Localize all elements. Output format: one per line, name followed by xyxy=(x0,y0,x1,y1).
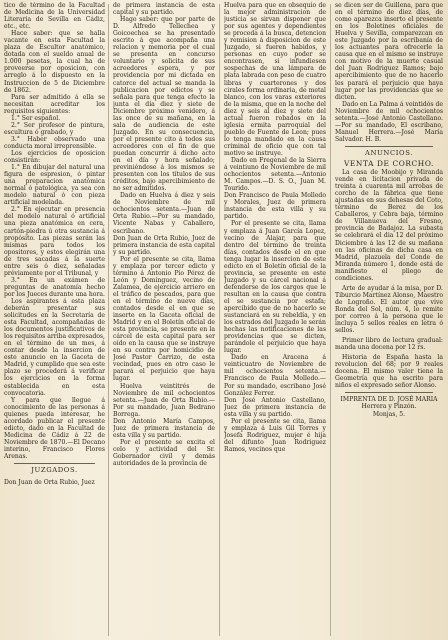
paragraph: de primera instancia de esta capital y su partido. xyxy=(113,2,215,17)
paragraph: Por el presente se cita, llama y emplaza á Juan García Lopez, vecino de Alajar, para que dentro del término de treinta días, contados desde el en que tenga lugar la insercion de este edicto en el Boletín oficial de la provincia, se presente en este Juzgado y su cárcel nacional á defenderse de los cargos que le resultan en la causa que contra el se sustancia por estafa; apercibido que de no hacerlo se sustanciará en su rebeldía, y en los estrados del Juzgado le serán hechas las notificaciones de las providencias que se dicten, parándole el perjuicio que haya lugar. xyxy=(224,220,326,355)
column-rule xyxy=(108,4,109,636)
column-1 xyxy=(4,2,105,638)
imprint-line: IMPRENTA DE D. JOSÉ MARIA Herrera y Pinzón. xyxy=(340,396,438,411)
column-4 xyxy=(335,2,443,638)
paragraph: Arte de ayudar á la misa, por D. Tiburcio Martínez Alonso, Maestro de Logroño. El autor que vive Ronda del Sol, núm. 4, lo remite por correo á la persona que le incluya 5 sellos reales en letra ó sellos. xyxy=(335,284,443,335)
paragraph: 2.° Ser profesor de pintura, escultura ó grabado, y xyxy=(4,121,105,136)
paragraph: La casa de Moobijo y Miranda vende en licitacion privada de treinta á cuarenta mil arrobas de corcho de la fábrica que tiene ajustadas en sus dehesas del Coto, término de Berez de los Caballeros, y Cebra baja, término de Villanueva del Fresno, provincia de Badajoz. La subasta se celebrará el dia 12 del próximo Diciembre á las 12 de su mañana en las oficinas de dicha casa en Madrid, plazuela del Conde de Miranda número 1, donde está de manifiesto el pliego de condiciones. xyxy=(335,169,443,282)
section-heading: JUZGADOS. xyxy=(31,466,78,475)
paragraph: Don Antonio María Campos, Juez de primera instancia de esta villa y su partido. xyxy=(113,417,215,439)
paragraph: 2.° En ejecutar en presencia del modelo natural ó artificial una pieza anatómica en cera, cartón-piedra ú otra sustancia á propósito. Las piezas serán las mismas para todos los opositores, y estos elegirán una de tres sacadas á la suerte entre seis ó diez, señaladas préviamente por el Tribunal, y xyxy=(4,206,105,277)
paragraph: Dado en Fregenal de la Sierra á veintiuno de Noviembre de mil ochocientos setenta.—Antonio M. Campos.—D. S. O., Juan M. Tourido. xyxy=(224,157,326,193)
paragraph: Los ejercicios de oposicion consistirán: xyxy=(4,149,105,165)
column-2 xyxy=(113,2,215,638)
paragraph: 3.° Haber observado una conducta moral irreprensible. xyxy=(4,135,105,150)
paragraph: Dado en La Palma á veintidós de Noviembre de mil ochocientos setenta.—José Antonio Castellano.—Por su mandado, El escribano, Manuel Herrera.—José María Salvador. H. B. xyxy=(335,100,443,143)
paragraph: Por el presente se cita, llama y emplaza por tercer edicto y término á Antonio Pío Pérez de León y Domínguez, vecino de Zalamea, de ejercicio arriero en el tráfico de pescados, para que en el término de nueve días, contados desde el en que se inserte en la Gaceta oficial de Madrid y en el Boletín oficial de esta provincia, se presente en la cárcel de esta capital para ser oído en la causa que se instruye en su contra por homicidio de José Pastor Carrizo, de esta vecindad, pues en otro caso le parará el perjuicio que haya lugar. xyxy=(113,255,215,383)
paragraph: 1.° En dibujar del natural una figura de espresion, ó pintar una preparacion anatómica normal ó patológica, ya sea con modelo natural ó con pieza artificial modelada. xyxy=(4,164,105,207)
paragraph: Huelva veintitrés de Noviembre de mil ochocientos setenta.—Juan de Orta Rubio.—Por su mandado, Juan Bedrano Borrega. xyxy=(113,382,215,418)
column-rule xyxy=(330,4,331,636)
imprint-line: Monjas, 5. xyxy=(372,410,406,418)
paragraph: Don Juan de Orta Rubio, Juez xyxy=(4,479,95,487)
paragraph: 3.° En un exámen de preguntas de anatomía hecho por los Jueces durante una hora. xyxy=(4,276,105,298)
divider xyxy=(14,463,95,464)
paragraph: Y para que llegue á conocimiento de las personas á quienes pueda interesar, he acordado publicar el presente edicto, dado en la Facultad de Medicina de Cádiz á 22 de Noviembre de 1870.—El Decano interino, Francisco Flores Arenas. xyxy=(4,396,105,460)
paragraph: Para ser admitido á ella se necesitan acreditar los requisitos siguientes: xyxy=(4,93,105,115)
paragraph: Don Francisco de Paula Molledo y Morales, Juez de primera instancia de esta villa y su partido. xyxy=(224,192,326,221)
paragraph: tico de término de la Facultad de Medicina de la Universidad Literaria de Sevilla en Cádiz, etc., etc. xyxy=(4,2,105,31)
paragraph: Dado en Aracena á veinticuatro de Noviembre de mil ochocientos setenta.—Francisco de Paula Molledo.—Por su mandado, escribano José González Ferrer. xyxy=(224,354,326,397)
paragraph: Primer libro de lectura gradual: manda una docena por 12 rs. xyxy=(335,337,443,352)
column-rule xyxy=(219,4,220,636)
paragraph: Don Juan de Orta Rubio, Juez de primera instancia de esta capital y su partido. xyxy=(113,234,215,256)
paragraph: se dicen ser de Guillena, para que en el término de diez días, de como aparezca inserto el presente en los Boletines oficiales de Huelva y Sevilla, comparezcan en este Juzgado por la escribanía de los actuantes para ofrecerle la causa que en el mismo se instruye con motivo de la muerte casual del Juan Rodriguez Ramos; bajo apercibimiento que de no hacerlo les parará el perjuicio que haya lugar por las providencias que se dicten. xyxy=(335,2,443,101)
paragraph: Por el presente se excita el celo y actividad del Sr. Gobernador civil y demás autoridades de la provincia de xyxy=(113,438,215,468)
paragraph: Historia de España hasta la revolucion del 68; por 9 reales docena. El mismo valer tiene la Geometría que ha escrito para niños el expresado señor Alonso. xyxy=(335,354,443,390)
column-3 xyxy=(224,2,326,638)
paragraph: Los aspirantes á esta plaza deberán presentar sus solicitudes en la Secretaría de esta Facultad, acompañadas de los documentos justificativos de los requisitos arriba expresados, en el término de un mes, á contar desde la insercion de este anuncio en la Gaceta de Madrid, y cumplido que sea este plazo se procederá á verificar los ejercicios en la forma establecida en esta convocatoria. xyxy=(4,297,105,397)
paragraph: Hago saber: que por parte de D. Alfredo Tellechea y Goicoechea se ha presentado escrito á que acompaña una relacion y memoria por el cual se presenta en concurso voluntario y solicita de sus acreedores espera, y por providencia por mi dictada en catorce del actual se manda la publicacion por edictos y se señala para que tenga efecto la junta el día diez y siete de Diciembre próximo venidero, á las once de su mañana, en la sala de audiencia de este Juzgado. En su consecuencia, por el presente cito á todos sus acreedores con el fin de que puedan concurrir á dicho acto en el día y hora señalado; previniéndose á los mismos se presenten con los títulos de sus créditos, bajo apercibimiento de no ser admitidos. xyxy=(113,16,215,193)
section-heading: ANUNCIOS. xyxy=(365,148,413,157)
divider xyxy=(345,392,433,393)
paragraph: Dado en Huelva á diez y seis de Noviembre de mil ochocientos setenta.—Juan de Orta Rubio.—Por su mandado, Vicente Nabas y Caballero, escribano. xyxy=(113,192,215,235)
subsection-heading: VENTA DE CORCHO. xyxy=(343,158,435,168)
divider xyxy=(345,146,433,147)
paragraph: Hace saber: que se halla vacante en esta Facultad la plaza de Escultor anatómico, dotada con el sueldo anual de 1.000 pesetas, la cual ha de proveerse por oposicion, con arreglo á lo dispuesto en la Instruccion de 5 de Diciembre de 1862. xyxy=(4,30,105,94)
paragraph: 1.° Ser español. xyxy=(11,114,61,122)
paragraph: Don José Antonio Castellano, Juez de primera instancia de esta villa y su partido. xyxy=(224,396,326,418)
paragraph: Por el presente se cita, llama y emplaza á Luis Gil Torres y Josefa Rodriguez, mujer é hija del difunto Juan Rodriguez Ramos, vecinos que xyxy=(224,417,326,453)
paragraph: Huelva para que en obsequio de la mejor administracion de justicia se sirvan disponer que por sus agentes y dependientes se proceda á la busca, detencion y remision á disposicion de este Juzgado, si fueren habidos, y personas en cuyo poder se encontrasen, si infundiesen sospechas de una lámpara de plata labrada con peso de cuatro libras y cuarterones y dos cirales forma ordinaria, de metal blanco, con los varas exteriores de la misma, que en la noche del diez y seis al diez y siete del actual fueron robados en la iglesia ermita parroquial del pueblo de Fuente de Leon; pues lo tenga mandado en la causa criminal de oficio que con tal motivo se instruye. xyxy=(224,2,326,157)
